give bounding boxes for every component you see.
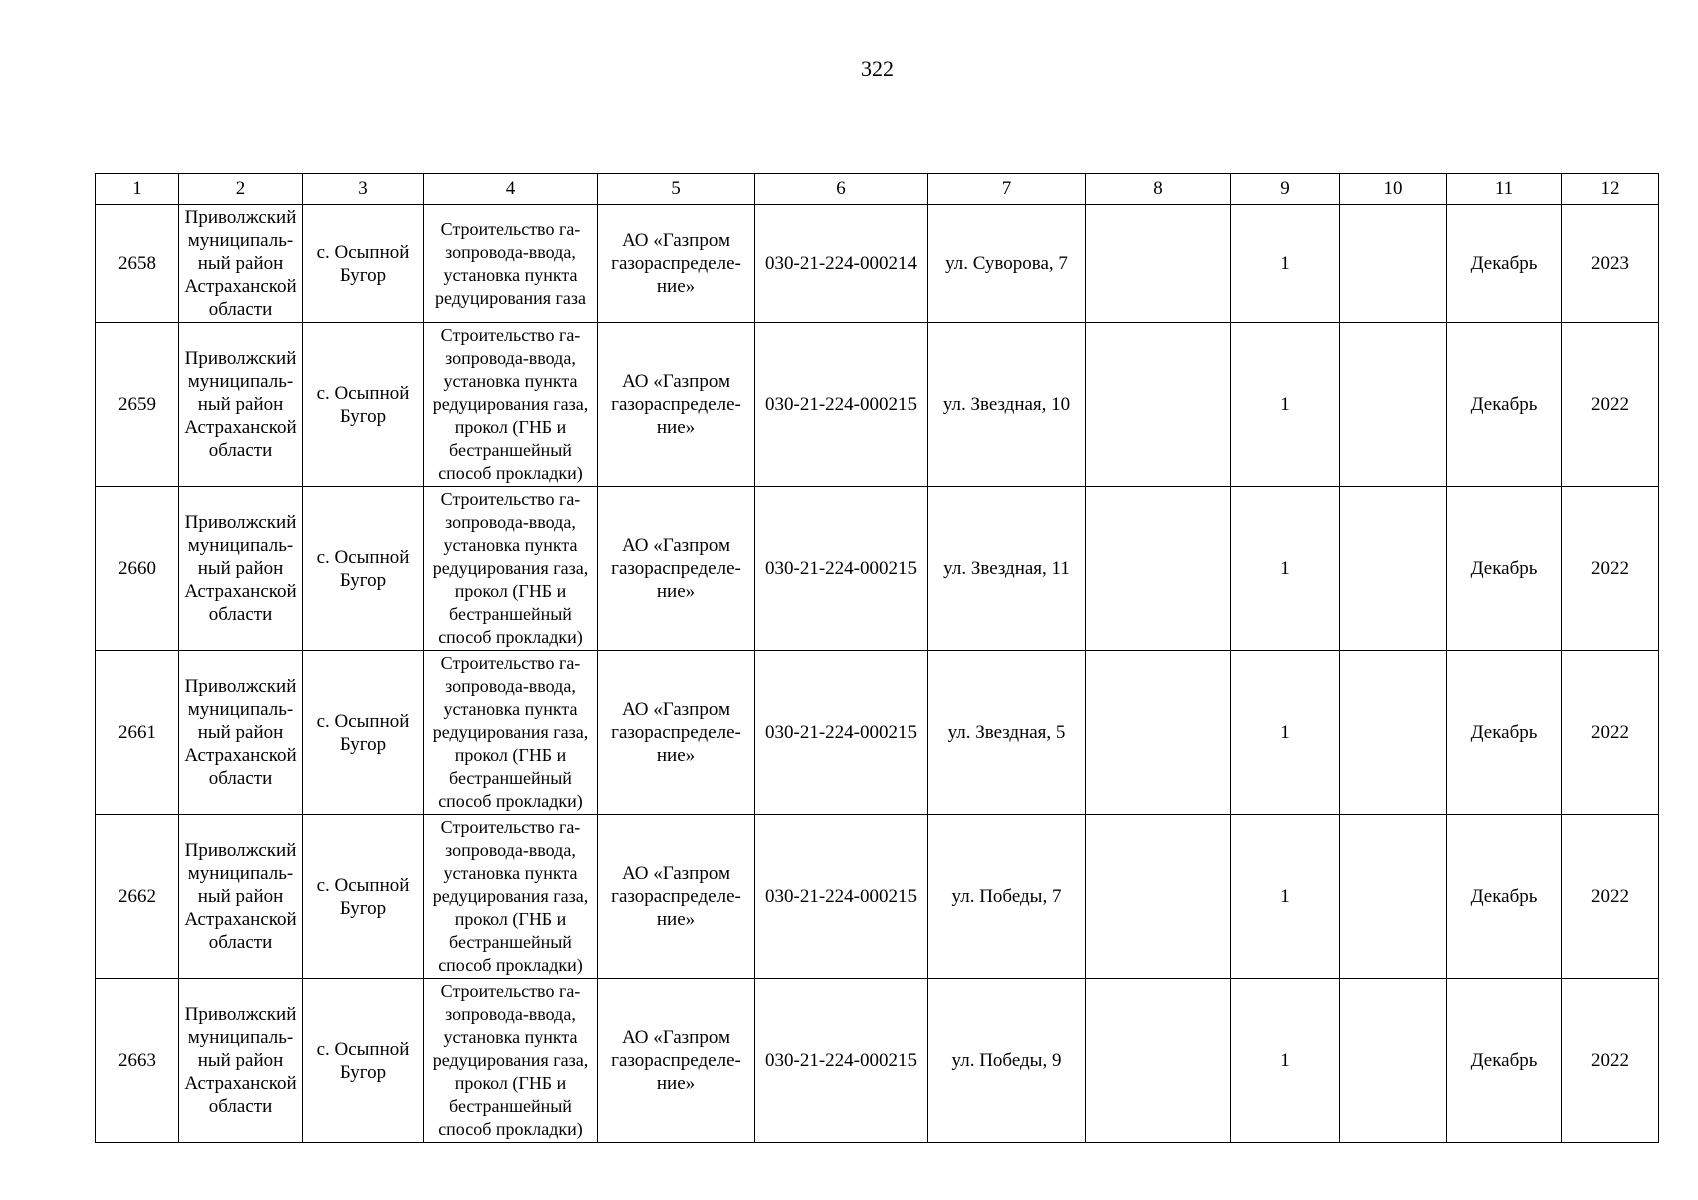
work-description-cell: Строительство га-зопровода-ввода, установка пункта редуцирования газа, прокол (ГНБ и бестраншейный способ прокладки)	[424, 323, 598, 487]
code-cell: 030-21-224-000214	[755, 205, 928, 323]
year-cell: 2023	[1562, 205, 1659, 323]
year-cell: 2022	[1562, 487, 1659, 651]
organization-cell: АО «Газпром газораспределе-ние»	[598, 487, 755, 651]
column-8-cell	[1086, 487, 1231, 651]
column-8-cell	[1086, 323, 1231, 487]
year-cell: 2022	[1562, 815, 1659, 979]
year-cell: 2022	[1562, 979, 1659, 1143]
organization-cell: АО «Газпром газораспределе-ние»	[598, 815, 755, 979]
code-cell: 030-21-224-000215	[755, 979, 928, 1143]
settlement-cell: с. Осыпной Бугор	[303, 487, 424, 651]
row-number: 2658	[96, 205, 179, 323]
row-number: 2661	[96, 651, 179, 815]
settlement-cell: с. Осыпной Бугор	[303, 815, 424, 979]
year-cell: 2022	[1562, 323, 1659, 487]
month-cell: Декабрь	[1447, 979, 1562, 1143]
work-description-cell: Строительство га-зопровода-ввода, установка пункта редуцирования газа	[424, 205, 598, 323]
district-cell: Приволжский муниципаль-ный район Астраханской области	[179, 815, 303, 979]
quantity-cell: 1	[1231, 205, 1340, 323]
quantity-cell: 1	[1231, 979, 1340, 1143]
column-10-cell	[1340, 979, 1447, 1143]
address-cell: ул. Звездная, 10	[928, 323, 1086, 487]
year-cell: 2022	[1562, 651, 1659, 815]
settlement-cell: с. Осыпной Бугор	[303, 205, 424, 323]
column-10-cell	[1340, 487, 1447, 651]
district-cell: Приволжский муниципаль-ный район Астраханской области	[179, 205, 303, 323]
address-cell: ул. Победы, 7	[928, 815, 1086, 979]
column-header: 6	[755, 174, 928, 205]
code-cell: 030-21-224-000215	[755, 487, 928, 651]
month-cell: Декабрь	[1447, 651, 1562, 815]
column-8-cell	[1086, 651, 1231, 815]
work-description-cell: Строительство га-зопровода-ввода, установка пункта редуцирования газа, прокол (ГНБ и бестраншейный способ прокладки)	[424, 487, 598, 651]
table-row	[96, 651, 1659, 815]
column-8-cell	[1086, 979, 1231, 1143]
column-8-cell	[1086, 205, 1231, 323]
column-10-cell	[1340, 205, 1447, 323]
organization-cell: АО «Газпром газораспределе-ние»	[598, 651, 755, 815]
month-cell: Декабрь	[1447, 487, 1562, 651]
table-row	[96, 323, 1659, 487]
page-number: 322	[861, 56, 894, 81]
column-header: 5	[598, 174, 755, 205]
table-row	[96, 487, 1659, 651]
table-row	[96, 205, 1659, 323]
month-cell: Декабрь	[1447, 205, 1562, 323]
month-cell: Декабрь	[1447, 323, 1562, 487]
column-header: 7	[928, 174, 1086, 205]
column-8-cell	[1086, 815, 1231, 979]
column-header: 11	[1447, 174, 1562, 205]
organization-cell: АО «Газпром газораспределе-ние»	[598, 979, 755, 1143]
column-header: 2	[179, 174, 303, 205]
settlement-cell: с. Осыпной Бугор	[303, 323, 424, 487]
district-cell: Приволжский муниципаль-ный район Астраханской области	[179, 323, 303, 487]
district-cell: Приволжский муниципаль-ный район Астраханской области	[179, 487, 303, 651]
district-cell: Приволжский муниципаль-ный район Астраханской области	[179, 979, 303, 1143]
district-cell: Приволжский муниципаль-ный район Астраханской области	[179, 651, 303, 815]
column-header: 9	[1231, 174, 1340, 205]
column-10-cell	[1340, 651, 1447, 815]
row-number: 2663	[96, 979, 179, 1143]
table-row	[96, 815, 1659, 979]
address-cell: ул. Звездная, 5	[928, 651, 1086, 815]
column-header: 8	[1086, 174, 1231, 205]
column-header: 12	[1562, 174, 1659, 205]
work-description-cell: Строительство га-зопровода-ввода, установка пункта редуцирования газа, прокол (ГНБ и бестраншейный способ прокладки)	[424, 651, 598, 815]
column-header: 10	[1340, 174, 1447, 205]
code-cell: 030-21-224-000215	[755, 651, 928, 815]
quantity-cell: 1	[1231, 487, 1340, 651]
column-header: 3	[303, 174, 424, 205]
quantity-cell: 1	[1231, 651, 1340, 815]
organization-cell: АО «Газпром газораспределе-ние»	[598, 205, 755, 323]
address-cell: ул. Звездная, 11	[928, 487, 1086, 651]
code-cell: 030-21-224-000215	[755, 815, 928, 979]
column-10-cell	[1340, 815, 1447, 979]
table-row	[96, 979, 1659, 1143]
code-cell: 030-21-224-000215	[755, 323, 928, 487]
settlement-cell: с. Осыпной Бугор	[303, 979, 424, 1143]
data-table	[95, 173, 1659, 1143]
quantity-cell: 1	[1231, 323, 1340, 487]
work-description-cell: Строительство га-зопровода-ввода, установка пункта редуцирования газа, прокол (ГНБ и бестраншейный способ прокладки)	[424, 979, 598, 1143]
quantity-cell: 1	[1231, 815, 1340, 979]
column-header: 1	[96, 174, 179, 205]
row-number: 2662	[96, 815, 179, 979]
address-cell: ул. Победы, 9	[928, 979, 1086, 1143]
month-cell: Декабрь	[1447, 815, 1562, 979]
work-description-cell: Строительство га-зопровода-ввода, установка пункта редуцирования газа, прокол (ГНБ и бестраншейный способ прокладки)	[424, 815, 598, 979]
row-number: 2660	[96, 487, 179, 651]
organization-cell: АО «Газпром газораспределе-ние»	[598, 323, 755, 487]
settlement-cell: с. Осыпной Бугор	[303, 651, 424, 815]
row-number: 2659	[96, 323, 179, 487]
header-row	[96, 174, 1659, 205]
column-header: 4	[424, 174, 598, 205]
column-10-cell	[1340, 323, 1447, 487]
address-cell: ул. Суворова, 7	[928, 205, 1086, 323]
